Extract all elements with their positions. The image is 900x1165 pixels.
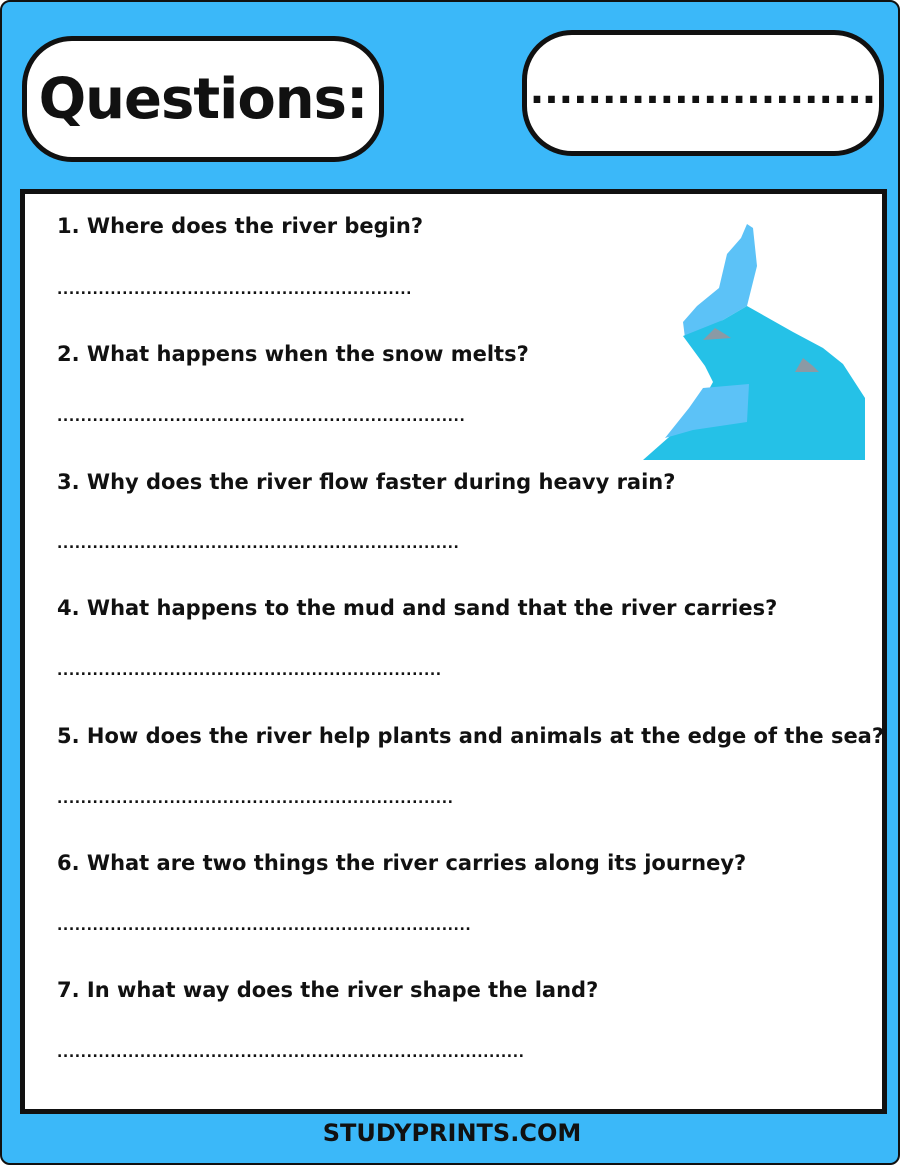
question-4: 4. What happens to the mud and sand that the river carries? [57,596,778,620]
name-line: ........................ [529,68,877,112]
answer-line-3[interactable]: .................................................................... [57,536,460,552]
page-title: Questions: [38,66,368,132]
answer-line-6[interactable]: ...................................................................... [57,918,472,934]
answer-line-4[interactable]: ................................................................. [57,663,442,679]
river-icon [643,224,875,460]
footer-site[interactable]: STUDYPRINTS.COM [322,1119,582,1147]
river-lower [643,306,865,460]
name-box [522,30,884,156]
question-7: 7. In what way does the river shape the land? [57,978,599,1002]
answer-line-5[interactable]: ................................................................... [57,791,454,807]
question-5: 5. How does the river help plants and animals at the edge of the sea? [57,724,885,748]
question-2: 2. What happens when the snow melts? [57,342,529,366]
answer-line-1[interactable]: ............................................................ [57,282,413,298]
title-box [22,36,384,162]
questions-panel [20,189,887,1114]
question-1: 1. Where does the river begin? [57,214,424,238]
question-3: 3. Why does the river flow faster during heavy rain? [57,470,676,494]
question-6: 6. What are two things the river carries along its journey? [57,851,747,875]
answer-line-7[interactable]: ............................................................................... [57,1045,525,1061]
answer-line-2[interactable]: ..................................................................... [57,409,466,425]
